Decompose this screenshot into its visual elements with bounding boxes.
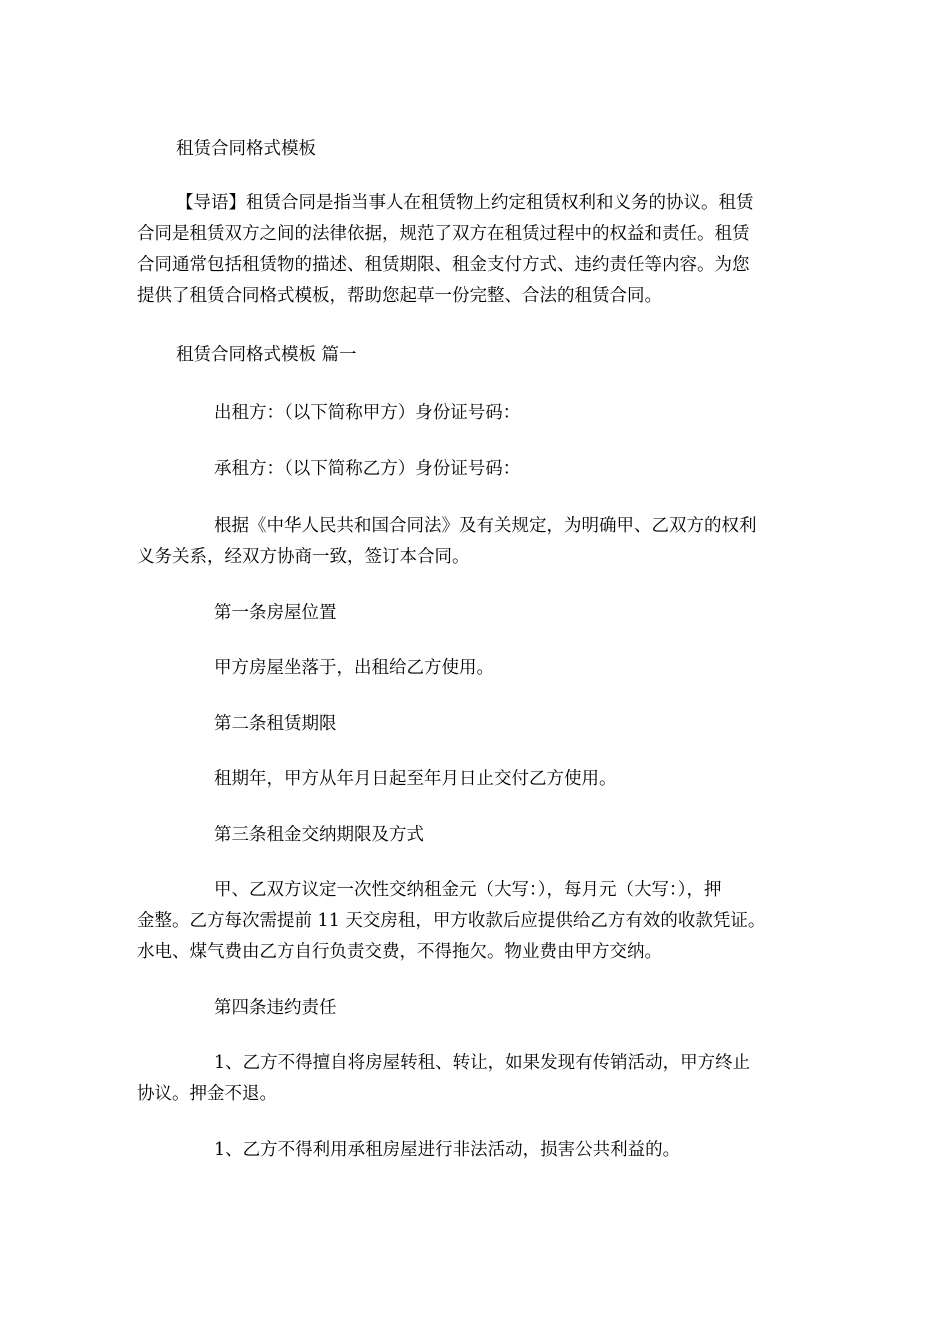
article3-line-3: 水电、煤气费由乙方自行负责交费，不得拖欠。物业费由甲方交纳。 bbox=[137, 942, 662, 962]
article3-title: 第三条租金交纳期限及方式 bbox=[214, 825, 424, 845]
section-title: 租赁合同格式模板 篇一 bbox=[176, 345, 357, 365]
intro-line-3: 合同通常包括租赁物的描述、租赁期限、租金支付方式、违约责任等内容。为您 bbox=[137, 255, 750, 275]
article4-item2: 1、乙方不得利用承租房屋进行非法活动，损害公共利益的。 bbox=[214, 1140, 681, 1160]
article4-item1-line-2: 协议。押金不退。 bbox=[137, 1084, 277, 1104]
article1-body: 甲方房屋坐落于，出租给乙方使用。 bbox=[214, 658, 494, 678]
lessee-line: 承租方：（以下简称乙方）身份证号码： bbox=[214, 459, 521, 479]
article4-title: 第四条违约责任 bbox=[214, 998, 337, 1018]
article4-item1-line-1: 1、乙方不得擅自将房屋转租、转让，如果发现有传销活动，甲方终止 bbox=[214, 1053, 751, 1073]
article3-line-2: 金整。乙方每次需提前 11 天交房租，甲方收款后应提供给乙方有效的收款凭证。 bbox=[137, 911, 766, 931]
article1-title: 第一条房屋位置 bbox=[214, 603, 337, 623]
lessor-line: 出租方：（以下简称甲方）身份证号码： bbox=[214, 403, 521, 423]
intro-line-2: 合同是租赁双方之间的法律依据，规范了双方在租赁过程中的权益和责任。租赁 bbox=[137, 224, 750, 244]
document-title: 租赁合同格式模板 bbox=[176, 139, 316, 159]
basis-line-2: 义务关系，经双方协商一致，签订本合同。 bbox=[137, 547, 470, 567]
basis-line-1: 根据《中华人民共和国合同法》及有关规定，为明确甲、乙双方的权利 bbox=[214, 516, 757, 536]
article3-line-1: 甲、乙双方议定一次性交纳租金元（大写：），每月元（大写：），押 bbox=[214, 880, 722, 900]
intro-line-1: 【导语】租赁合同是指当事人在租赁物上约定租赁权利和义务的协议。租赁 bbox=[176, 193, 754, 213]
intro-line-4: 提供了租赁合同格式模板，帮助您起草一份完整、合法的租赁合同。 bbox=[137, 286, 662, 306]
article2-title: 第二条租赁期限 bbox=[214, 714, 337, 734]
article2-body: 租期年，甲方从年月日起至年月日止交付乙方使用。 bbox=[214, 769, 617, 789]
